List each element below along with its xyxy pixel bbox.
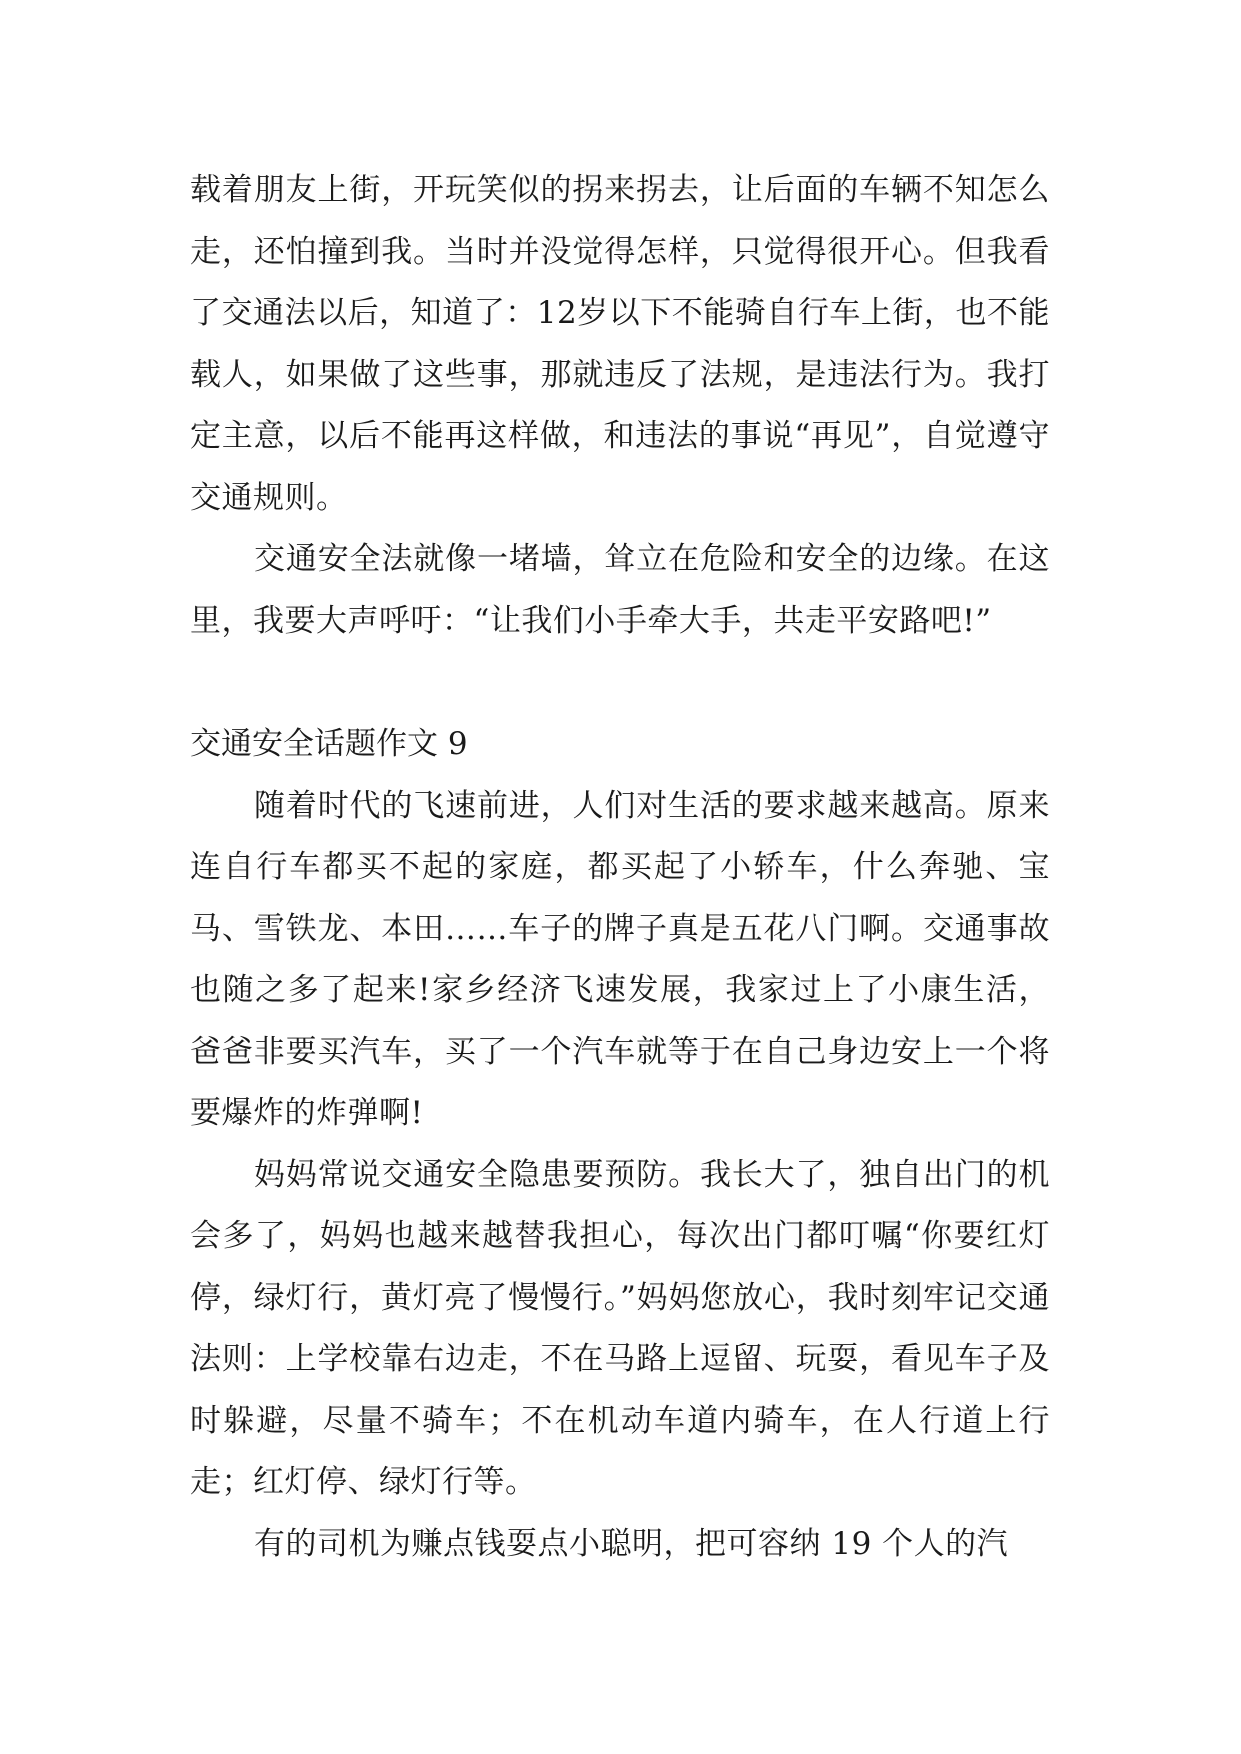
section-title: 交通安全话题作文 9 [190,726,468,762]
paragraph-5: 有的司机为赚点钱耍点小聪明，把可容纳 19 个人的汽 [254,1525,1009,1562]
paragraph-3: 随着时代的飞速前进，人们对生活的要求越来越高。原来连自行车都买不起的家庭，都买起了小轿车，什么奔驰、宝马、雪铁龙、本田……车子的牌子真是五花八门啊。交通事故也随之多了起来!家乡经济飞速发展，我家过上了小康生活，爸爸非要买汽车，买了一个汽车就等于在自己身边安上一个将要爆炸的炸弹啊! [190,787,1050,1131]
document-body [190,160,1050,1575]
section-spacer [190,652,1050,714]
paragraph-4: 妈妈常说交通安全隐患要预防。我长大了，独自出门的机会多了，妈妈也越来越替我担心，每次出门都叮嘱“你要红灯停，绿灯行，黄灯亮了慢慢行。”妈妈您放心，我时刻牢记交通法则：上学校靠右边走，不在马路上逗留、玩耍，看见车子及时躲避，尽量不骑车；不在机动车道内骑车，在人行道上行走；红灯停、绿灯行等。 [190,1156,1050,1500]
paragraph-2: 交通安全法就像一堵墙，耸立在危险和安全的边缘。在这里，我要大声呼吁：“让我们小手牵大手，共走平安路吧!” [190,541,1050,639]
paragraph-1: 载着朋友上街，开玩笑似的拐来拐去，让后面的车辆不知怎么走，还怕撞到我。当时并没觉得怎样，只觉得很开心。但我看了交通法以后，知道了：12岁以下不能骑自行车上街，也不能载人，如果做了这些事，那就违反了法规，是违法行为。我打定主意，以后不能再这样做，和违法的事说“再见”，自觉遵守交通规则。 [190,172,1050,516]
